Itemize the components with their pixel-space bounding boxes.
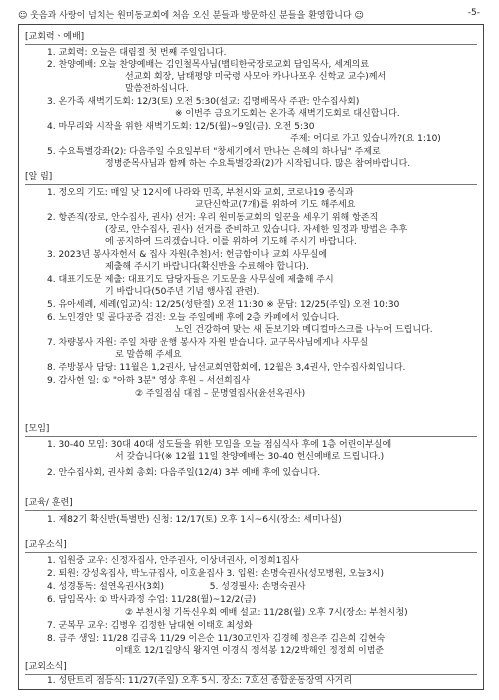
section-title: [교회력ㆍ예배] (25, 32, 85, 42)
section-gathering (25, 423, 477, 499)
list-item: 에 공지하여 드리겠습니다. 이를 위하여 기도해 주시기 바랍니다. (105, 237, 357, 247)
list-item: 이태호 12/1길양식 왕지연 이경식 정석봉 12/2박해인 정정희 이범준 (115, 646, 385, 656)
list-item: 2. 찬양예배: 오늘 찬양예배는 김인철목사님(뱁티한국장로교회 담임목사, 세계의료 (47, 60, 370, 70)
list-item: 4. 마무리와 시작을 위한 새벽기도회: 12/5(월)~9일(금). 오전 5:30 (47, 122, 315, 132)
list-item: 서 갖습니다(※ 12월 11일 찬양예배는 30-40 헌신예배로 드립니다.) (115, 452, 385, 462)
list-item: 기 바랍니다(50주년 기념 행사집 관련). (105, 287, 260, 297)
list-item: ※ 이번주 금요기도회는 온가족 새벽기도회로 대신합니다. (175, 109, 400, 119)
list-item: 주제: 어디로 가고 있습니까?(요 1:10) (290, 134, 441, 144)
section-worship (25, 31, 477, 169)
list-item: 1. 제82기 확신반(특별반) 신청: 12/17(토) 오후 1시~6시(장소: 세미나실) (47, 515, 342, 525)
list-item: 정병준목사님과 함께 하는 수요특별강좌(2)가 시작됩니다. 많은 참여바랍니다. (105, 159, 411, 169)
list-item: 1. 30-40 모임: 30대 40대 성도들을 위한 모임을 오늘 점심식사 후에 1층 어린이부실에 (47, 440, 392, 450)
section-title: [교외소식] (25, 662, 67, 672)
list-item: 6. 노인경안 및 골다공증 검진: 오늘 주일예배 후에 2층 카페에서 있습니다. (47, 313, 340, 323)
list-item: 제출해 주시기 바랍니다(확신반을 수료해야 합니다). (105, 262, 309, 272)
list-item: 선교회 회장, 남태평양 미국령 사모아 카나나포우 신학교 교수)께서 (125, 72, 387, 82)
page-header (18, 6, 484, 24)
list-item: 3. 온가족 새벽기도회: 12/3(토) 오전 5:30(설교: 김명배목사 주관: 안수집사회) (47, 97, 360, 107)
list-item: 8. 금주 생일: 11/28 김금옥 11/29 이은순 11/30고인자 김경혜 정은주 김은희 김현숙 (47, 634, 386, 644)
page-number: -5- (467, 8, 480, 18)
list-item: 말씀전하십니다. (125, 84, 189, 94)
list-item: 5. 유아세례, 세례(입교)식: 12/25(성탄절) 오전 11:30 ※ 문답: 12/25(주일) 오전 10:30 (47, 300, 400, 310)
list-item: 2. 안수집사회, 권사회 총회: 다음주일(12/4) 3부 예배 후에 있습니다. (47, 468, 321, 478)
list-item: 7. 차량봉사 자원: 주일 차량 운행 봉사자 자원 받습니다. 교구목사님에게나 사무실 (47, 338, 369, 348)
section-notice (25, 171, 477, 421)
section-title: [알 림] (25, 172, 53, 182)
list-item: 3. 2023년 봉사자헌서 & 집사 자원(추천)서: 헌금함이나 교회 사무실에 (47, 250, 328, 260)
list-item: ② 부천시청 기독신우회 예배 설교: 11/28(월) 오후 7시(장소: 부천시청) (125, 608, 408, 618)
section-title: [교육/ 훈련] (25, 498, 73, 508)
list-item: 1. 입원중 교우: 신정자집사, 안주권사, 이상녀권사, 이정희1집사 (47, 556, 299, 566)
list-item: ② 주일점심 대접 – 문명열집사(윤선옥권사) (135, 389, 306, 399)
list-item: 1. 성탄트리 점등식: 11/27(주일) 오후 5시. 장소: 7호선 종합운동장역 사거리 (47, 676, 353, 686)
bulletin-frame (18, 24, 484, 690)
section-title: [교우소식] (25, 540, 67, 550)
list-item: 2. 항존직(장로, 안수집사, 권사) 선거: 우리 원미동교회의 일꾼을 세우기 위해 항존직 (47, 213, 379, 223)
list-item: 6. 담임목사: ① 박사과정 수업: 11/28(월)~12/2(금) (47, 595, 257, 605)
section-members (25, 539, 477, 659)
section-outside (25, 661, 477, 687)
section-training (25, 497, 477, 537)
section-title: [모임] (25, 424, 50, 434)
list-item: 1. 교회력: 오늘은 대림절 첫 번째 주일입니다. (47, 48, 227, 58)
welcome-banner: ☺ 웃음과 사랑이 넘치는 원미동교회에 처음 오신 분들과 방문하신 분들을 환영합니다 ☺ (18, 11, 364, 21)
list-item: 4. 대표기도문 제출: 대표기도 담당자들은 기도문을 사무실에 제출해 주시 (47, 275, 334, 285)
list-item: 5. 수요특별강좌(2): 다음주일 수요일부터 "창세기에서 만나는 은혜의 하나님" 주제로 (47, 147, 381, 157)
list-item: (장로, 안수집사, 권사) 선거를 준비하고 있습니다. 자세한 일정과 방법은 추후 (105, 225, 408, 235)
list-item: 2. 퇴원: 강성옥집사, 박노규집사, 이호윤집사 3. 입원: 손명숙권사(성모병원, 오늘3시) (47, 569, 384, 579)
list-item: 노인 건강하여 맞는 새 돋보기와 메디컬마스크를 나누어 드립니다. (175, 325, 433, 335)
list-item: 8. 주방봉사 담당: 11월은 1,2권사, 남선교회연합회에, 12월은 3,4권사, 안수집사회입니다. (47, 363, 406, 373)
list-item: 로 말씀해 주세요 (115, 350, 182, 360)
list-item: 7. 군복무 교우: 김병우 김정한 남대현 이태호 최성화 (47, 621, 253, 631)
list-item: 9. 감사헌 일: ① "아하 3분" 영상 후원 – 서선희집사 (47, 376, 251, 386)
list-item: 4. 성경통독: 설연옥권사(3회) 5. 성경필사: 손명숙권사 (47, 582, 306, 592)
list-item: 교단신학교(7개)를 위하여 기도 해주세요 (195, 200, 356, 210)
list-item: 1. 정오의 기도: 매일 낮 12시에 나라와 민족, 부천시와 교회, 코로나19 종식과 (47, 188, 354, 198)
